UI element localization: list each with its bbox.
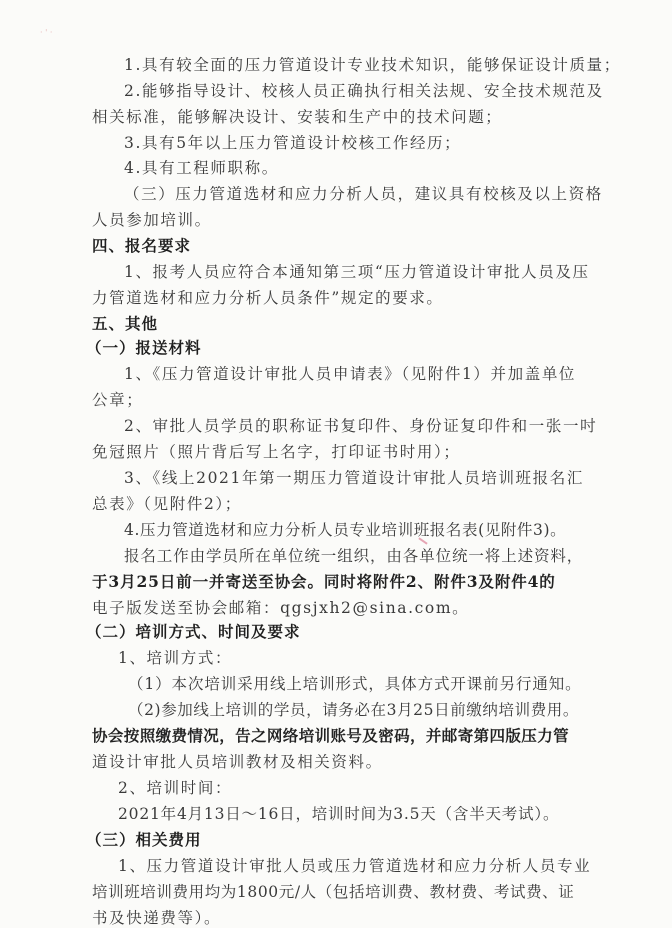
qualification-item-2-cont: 相关标准，能够解决设计、安装和生产中的技术问题； [92, 108, 503, 126]
submission-note-deadline: 于3月25日前一并寄送至协会。同时将附件2、附件3及附件4的 [92, 572, 556, 591]
heading-related-fees: （三）相关费用 [86, 831, 202, 849]
registration-item-1-cont: 力管道选材和应力分析人员条件”规定的要求。 [92, 289, 444, 307]
heading-training-method: （二）培训方式、时间及要求 [86, 623, 301, 641]
submission-note: 报名工作由学员所在单位统一组织，由各单位统一将上述资料， [124, 547, 584, 565]
registration-item-1: 1、报考人员应符合本通知第三项“压力管道设计审批人员及压 [124, 263, 590, 281]
qualification-item-2: 2.能够指导设计、校核人员正确执行相关法规、安全技术规范及 [124, 82, 604, 100]
qualification-item-1: 1.具有较全面的压力管道设计专业技术知识，能够保证设计质量； [124, 56, 621, 74]
training-method-2: （2)参加线上培训的学员，请务必在3月25日前缴纳培训费用。 [128, 701, 579, 719]
materials-item-3-cont: 总表》（见附件2）； [92, 495, 242, 513]
materials-item-1: 1、《压力管道设计审批人员申请表》（见附件1）并加盖单位 [124, 365, 577, 383]
submission-note-email: 电子版发送至协会邮箱：qgsjxh2@sina.com。 [92, 599, 470, 617]
materials-item-2-cont: 免冠照片（照片背后写上名字，打印证书时用）； [92, 443, 461, 461]
heading-other: 五、其他 [92, 315, 159, 333]
training-method-label: 1、培训方式： [118, 649, 233, 667]
fees-item-1: 1、压力管道设计审批人员或压力管道选材和应力分析人员专业 [118, 857, 592, 875]
training-method-2-cont: 协会按照缴费情况，告之网络培训账号及密码，并邮寄第四版压力管 [92, 726, 570, 745]
fees-item-1-cont: 培训班培训费用均为1800元/人（包括培训费、教材费、考试费、证 [92, 883, 575, 901]
training-time-value: 2021年4月13日～16日，培训时间为3.5天（含半天考试）。 [118, 805, 560, 823]
training-method-2-cont2: 道设计审批人员培训教材及相关资料。 [92, 753, 383, 771]
section-3-paragraph-cont: 人员参加培训。 [92, 211, 212, 229]
materials-item-3: 3、《线上2021年第一期压力管道设计审批人员培训班报名汇 [124, 469, 584, 487]
section-3-paragraph: （三）压力管道选材和应力分析人员，建议具有校核及以上资格 [124, 185, 603, 203]
heading-submission-materials: （一）报送材料 [86, 339, 202, 357]
qualification-item-4: 4.具有工程师职称。 [124, 159, 279, 177]
heading-registration-requirements: 四、报名要求 [92, 237, 192, 255]
qualification-item-3: 3.具有5年以上压力管道设计校核工作经历； [124, 134, 462, 152]
materials-item-2: 2、审批人员学员的职称证书复印件、身份证复印件和一张一吋 [124, 417, 598, 435]
materials-item-4: 4.压力管道选材和应力分析人员专业培训班报名表(见附件3)。 [124, 521, 567, 539]
training-method-1: （1）本次培训采用线上培训形式，具体方式开课前另行通知。 [128, 675, 582, 693]
fees-item-1-cont2: 书及快递费等）。 [92, 909, 222, 927]
materials-item-1-cont: 公章； [92, 391, 144, 409]
training-time-label: 2、培训时间： [118, 779, 233, 797]
scan-speck: · ' · [40, 28, 53, 37]
